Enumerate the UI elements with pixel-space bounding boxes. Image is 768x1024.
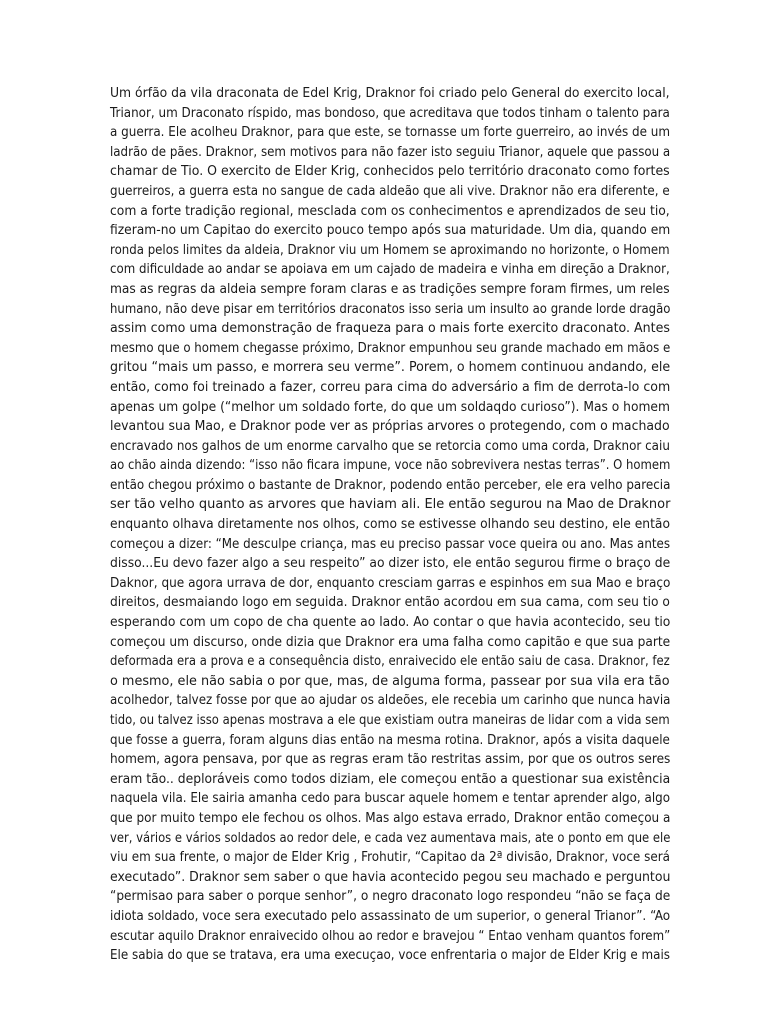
text-line: gritou “mais um passo, e morrera seu verme”. Porem, o homem continuou andando, ele [110,360,671,376]
text-line: chamar de Tio. O exercito de Elder Krig, conhecidos pelo território draconato como fortes [110,164,670,180]
text-line: acolhedor, talvez fosse por que ao ajudar os aldeões, ele recebia um carinho que nunca havia [110,693,671,709]
text-line: escutar aquilo Draknor enraivecido olhou ao redor e bravejou “ Entao venham quantos forem” [110,928,671,944]
text-line [110,966,670,986]
text-line: ser tão velho quanto as arvores que haviam ali. Ele então segurou na Mao de Draknor [110,497,671,513]
text-line: ronda pelos limites da aldeia, Draknor viu um Homem se aproximando no horizonte, o Homem [110,242,670,258]
text-line: que fosse a guerra, foram alguns dias então na mesma rotina. Draknor, após a visita daquele [110,732,670,748]
text-line: deformada era a prova e a consequência disto, enraivecido ele então saiu de casa. Draknor, fez [110,654,670,670]
text-line: Um órfão da vila draconata de Edel Krig, Draknor foi criado pelo General do exercito local, [110,86,670,101]
text-line: Trianor, um Draconato ríspido, mas bondoso, que acreditava que todos tinham o talento para [110,105,670,121]
text-line: viu em sua frente, o major de Elder Krig , Frohutir, “Capitao da 2ª divisão, Draknor, voce será [110,850,670,866]
text-line: Ele sabia do que se tratava, era uma execuçao, voce enfrentaria o major de Elder Krig e mais [110,948,670,964]
text-line: com dificuldade ao andar se apoiava em um cajado de madeira e vinha em direção a Draknor, [110,262,670,278]
text-line: então chegou próximo o bastante de Draknor, podendo então perceber, ele era velho parecia [110,477,671,493]
text-line: ladrão de pães. Draknor, sem motivos para não fazer isto seguiu Trianor, aquele que passou a [110,144,671,160]
text-line: Daknor, que agora urrava de dor, enquanto cresciam garras e espinhos em sua Mao e braço [110,575,671,591]
text-line: a guerra. Ele acolheu Draknor, para que este, se tornasse um forte guerreiro, ao invés de um [110,125,671,141]
text-line: começou a dizer: “Me desculpe criança, mas eu preciso passar voce queira ou ano. Mas antes [110,536,671,552]
text-line: esperando com um copo de cha quente ao lado. Ao contar o que havia acontecido, seu tio [110,615,671,631]
text-line: homem, agora pensava, por que as regras eram tão restritas assim, por que os outros seres [110,752,671,768]
text-line: “permisao para saber o porque senhor”, o negro draconato logo respondeu “não se faça de [110,889,671,905]
text-line: idiota soldado, voce sera executado pelo assassinato de um superior, o general Trianor”. “Ao [110,908,671,924]
text-line: tido, ou talvez isso apenas mostrava a ele que existiam outra maneiras de lidar com a vida sem [110,713,670,728]
text-line: humano, não deve pisar em territórios draconatos isso seria um insulto ao grande lorde dragão [110,301,671,317]
text-line: apenas um golpe (“melhor um soldado forte, do que um soldaqdo curioso”). Mas o homem [110,399,670,415]
text-line: guerreiros, a guerra esta no sangue de cada aldeão que ali vive. Draknor não era diferente, e [110,183,670,199]
text-line: então, como foi treinado a fazer, correu para cima do adversário a fim de derrota-lo com [110,379,671,395]
text-line: fizeram-no um Capitao do exercito pouco tempo após sua maturidade. Um dia, quando em [110,223,671,239]
text-line: ao chão ainda dizendo: “isso não ficara impune, voce não sobrevivera nestas terras”. O homem [110,458,671,474]
text-line: com a forte tradição regional, mesclada com os conhecimentos e aprendizados de seu tio, [110,203,670,219]
text-line: executado”. Draknor sem saber o que havia acontecido pegou seu machado e perguntou [110,869,671,885]
text-line: mesmo que o homem chegasse próximo, Draknor empunhou seu grande machado em mãos e [110,340,671,356]
text-line: encravado nos galhos de um enorme carvalho que se retorcia como uma corda, Draknor caiu [110,438,670,454]
text-line: direitos, desmaiando logo em seguida. Draknor então acordou em sua cama, com seu tio o [110,595,670,611]
text-line: ver, vários e vários soldados ao redor dele, e cada vez aumentava mais, ate o ponto em que ele [110,830,671,846]
text-line: mas as regras da aldeia sempre foram claras e as tradições sempre foram firmes, um reles [110,281,670,297]
text-line: naquela vila. Ele sairia amanha cedo para buscar aquele homem e tentar aprender algo, algo [110,791,671,807]
text-line: o mesmo, ele não sabia o por que, mas, de alguma forma, passear por sua vila era tão [110,673,670,689]
body-text [110,84,670,985]
text-line: que por muito tempo ele fechou os olhos. Mas algo estava errado, Draknor então começou a [110,810,671,826]
text-line: enquanto olhava diretamente nos olhos, como se estivesse olhando seu destino, ele então [110,517,670,533]
text-line: começou um discurso, onde dizia que Draknor era uma falha como capitão e que sua parte [110,634,671,650]
text-line: eram tão.. deploráveis como todos diziam, ele começou então a questionar sua existência [110,771,671,787]
text-line: disso...Eu devo fazer algo a seu respeito” ao dizer isto, ele então segurou firme o braço de [110,556,671,572]
text-line: assim como uma demonstração de fraqueza para o mais forte exercito draconato. Antes [110,321,670,337]
text-line: levantou sua Mao, e Draknor pode ver as próprias arvores o protegendo, com o machado [110,419,670,435]
